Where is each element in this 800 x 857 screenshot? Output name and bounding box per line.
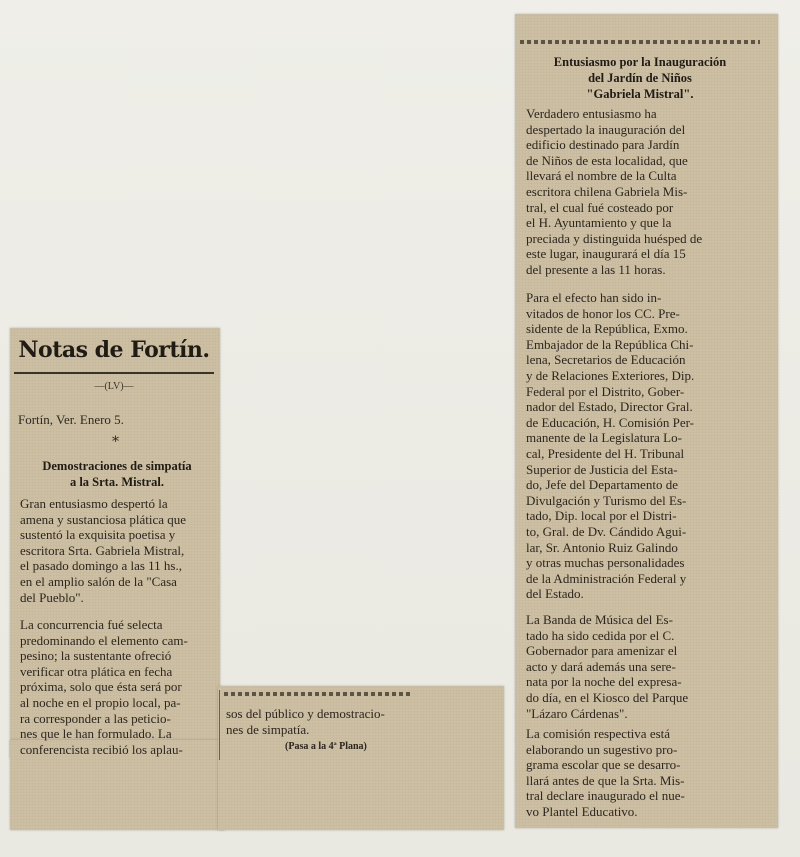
left-paragraph-2: La concurrencia fué selecta predominando el elemento cam- pesino; la sustentante ofreció verificar otra plática en fecha próxima, solo que ésta será por al noche en el propio local, pa- ra corresponder a las peticio- nes que le han formulado. La conferencista recibió los aplau- — [20, 617, 188, 757]
byline: —(LV)— — [94, 381, 134, 392]
continuation-note: (Pasa a la 4ª Plana) — [285, 741, 367, 752]
right-paragraph-1: Verdadero entusiasmo ha despertado la inauguración del edificio destinado para Jardín de Niños de esta localidad, que llevará el nombre de la Culta escritora chilena Gabriela Mis- tral, el cual fué costeado por el H. Ayuntamiento y que la preciada y distinguida huésped de este lugar, inaugurará el día 15 del presente a las 11 horas. — [526, 106, 703, 277]
left-paragraph-1: Gran entusiasmo despertó la amena y sustanciosa plática que sustentó la exquisita poetisa y escritora Srta. Gabriela Mistral, el pasado domingo a las 11 hs., en el amplio salón de la "Casa del Pueblo". — [20, 496, 187, 605]
right-paragraph-3: La Banda de Música del Es- tado ha sido cedida por el C. Gobernador para amenizar el acto y dará además una sere- nata por la noche del expresa- do día, en el Kiosco del Parque "Lázaro Cárdenas". — [526, 612, 689, 721]
column-rule — [219, 690, 220, 760]
dashed-rule — [224, 692, 410, 696]
dateline: Fortín, Ver. Enero 5. — [18, 412, 124, 427]
right-headline: Entusiasmo por la Inauguración del Jardín de Niños "Gabriela Mistral". — [553, 55, 727, 101]
masthead-rule — [14, 372, 214, 374]
separator-star: * — [112, 434, 119, 450]
right-paragraph-4: La comisión respectiva está elaborando un sugestivo pro- grama escolar que se desarro- llará antes de que la Srta. Mis- tral declare inaugurado el nue- vo Plantel Educativo. — [526, 726, 685, 819]
continuation-text: sos del público y demostracio- nes de simpatía. — [226, 706, 385, 737]
right-top-dashed-rule — [520, 40, 760, 44]
right-paragraph-2: Para el efecto han sido in- vitados de honor los CC. Pre- sidente de la República, Exmo. Embajador de la República Chi- lena, Secretarios de Educación y de Relaciones Exteriores, Dip. Federal por el Distrito, Gober- nador del Estado, Director Gral. de Educación, H. Comisión Per- manente de la Legislatura Lo- cal, Presidente del H. Tribunal Superior de Justicia del Esta- do, Jefe del Departamento de Divulgación y Turismo del Es- tado, Dip. local por el Distri- to, Gral. de Dv. Cándido Agui- lar, Sr. Antonio Ruiz Galindo y otras muchas personalidades de la Administración Federal y del Estado. — [526, 290, 695, 602]
masthead: Notas de Fortín. — [18, 337, 210, 363]
left-headline: Demostraciones de simpatía a la Srta. Mistral. — [42, 459, 192, 489]
